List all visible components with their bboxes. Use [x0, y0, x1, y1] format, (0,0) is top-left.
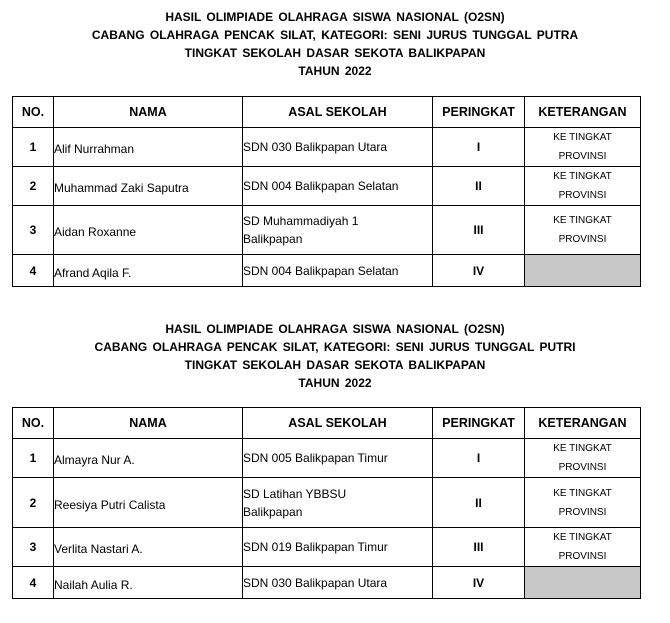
cell-peringkat: IV — [433, 567, 525, 599]
cell-keterangan-empty — [525, 255, 641, 287]
cell-nama — [54, 528, 243, 567]
column-header-keterangan: KETERANGAN — [525, 408, 641, 439]
table-row — [13, 439, 641, 478]
cell-asal-sekolah — [243, 478, 433, 528]
cell-nama — [54, 128, 243, 167]
keterangan-line: PROVINSI — [558, 234, 607, 245]
nama-text: Afrand Aqila F. — [54, 265, 132, 280]
heading-line: CABANG OLAHRAGA PENCAK SILAT, KATEGORI: SENI JURUS TUNGGAL PUTRA — [91, 28, 579, 42]
keterangan-line: KE TINGKAT — [553, 171, 612, 182]
heading-line: CABANG OLAHRAGA PENCAK SILAT, KATEGORI: SENI JURUS TUNGGAL PUTRI — [94, 340, 576, 354]
cell-asal-sekolah: SDN 030 Balikpapan Utara — [243, 567, 433, 599]
column-header-peringkat: PERINGKAT — [433, 408, 525, 439]
column-header-no: NO. — [13, 408, 54, 439]
cell-no: 2 — [13, 167, 54, 206]
results-table-putra — [12, 96, 641, 287]
document-heading — [0, 8, 670, 80]
cell-no: 4 — [13, 255, 54, 287]
cell-no: 1 — [13, 128, 54, 167]
cell-no: 4 — [13, 567, 54, 599]
nama-text: Verlita Nastari A. — [54, 542, 143, 556]
cell-asal-sekolah — [243, 206, 433, 255]
keterangan-line: PROVINSI — [558, 551, 607, 562]
cell-peringkat: I — [433, 128, 525, 167]
cell-nama — [54, 478, 243, 528]
keterangan-line: KE TINGKAT — [553, 487, 612, 499]
table-row — [13, 128, 641, 167]
cell-no: 2 — [13, 478, 54, 528]
cell-keterangan — [525, 439, 641, 478]
table-header-row — [13, 408, 641, 439]
keterangan-line: KE TINGKAT — [553, 532, 612, 543]
cell-no: 1 — [13, 439, 54, 478]
column-header-nama: NAMA — [54, 408, 243, 439]
column-header-nama: NAMA — [54, 97, 243, 128]
heading-line: TAHUN 2022 — [298, 64, 372, 78]
cell-keterangan — [525, 128, 641, 167]
table-row — [13, 478, 641, 528]
column-header-asal-sekolah: ASAL SEKOLAH — [243, 97, 433, 128]
nama-text: Reesiya Putri Calista — [54, 497, 166, 512]
document-heading — [0, 320, 670, 392]
cell-peringkat: II — [433, 478, 525, 528]
cell-asal-sekolah: SDN 005 Balikpapan Timur — [243, 439, 433, 478]
nama-text: Alif Nurrahman — [54, 142, 135, 156]
cell-keterangan-empty — [525, 567, 641, 599]
column-header-peringkat: PERINGKAT — [433, 97, 525, 128]
table-row — [13, 567, 641, 599]
heading-line: HASIL OLIMPIADE OLAHRAGA SISWA NASIONAL (O2SN) — [165, 10, 505, 24]
cell-peringkat: III — [433, 206, 525, 255]
cell-nama — [54, 206, 243, 255]
cell-keterangan — [525, 528, 641, 567]
nama-text: Nailah Aulia R. — [54, 577, 133, 592]
nama-text: Aidan Roxanne — [54, 225, 137, 239]
cell-keterangan — [525, 167, 641, 206]
cell-peringkat: I — [433, 439, 525, 478]
column-header-asal-sekolah: ASAL SEKOLAH — [243, 408, 433, 439]
heading-line: HASIL OLIMPIADE OLAHRAGA SISWA NASIONAL (O2SN) — [165, 322, 505, 336]
cell-no: 3 — [13, 528, 54, 567]
heading-line: TINGKAT SEKOLAH DASAR SEKOTA BALIKPAPAN — [184, 46, 486, 60]
asal-sekolah-line: SD Latihan YBBSU — [243, 486, 347, 501]
cell-nama — [54, 567, 243, 599]
cell-peringkat: III — [433, 528, 525, 567]
cell-nama — [54, 439, 243, 478]
table-row — [13, 167, 641, 206]
heading-line: TINGKAT SEKOLAH DASAR SEKOTA BALIKPAPAN — [184, 358, 486, 372]
cell-asal-sekolah: SDN 004 Balikpapan Selatan — [243, 167, 433, 206]
table-header-row — [13, 97, 641, 128]
nama-text: Muhammad Zaki Saputra — [54, 181, 189, 195]
cell-no: 3 — [13, 206, 54, 255]
keterangan-line: PROVINSI — [558, 190, 607, 201]
heading-line: TAHUN 2022 — [298, 376, 372, 390]
asal-sekolah-line: Balikpapan — [243, 504, 303, 519]
keterangan-line: KE TINGKAT — [553, 443, 612, 454]
table-row — [13, 528, 641, 567]
cell-asal-sekolah: SDN 030 Balikpapan Utara — [243, 128, 433, 167]
cell-nama — [54, 167, 243, 206]
cell-peringkat: IV — [433, 255, 525, 287]
table-row — [13, 206, 641, 255]
column-header-keterangan: KETERANGAN — [525, 97, 641, 128]
cell-asal-sekolah: SDN 004 Balikpapan Selatan — [243, 255, 433, 287]
cell-peringkat: II — [433, 167, 525, 206]
table-row — [13, 255, 641, 287]
keterangan-line: PROVINSI — [558, 151, 607, 162]
cell-keterangan — [525, 478, 641, 528]
keterangan-line: PROVINSI — [558, 506, 607, 518]
cell-asal-sekolah: SDN 019 Balikpapan Timur — [243, 528, 433, 567]
keterangan-line: KE TINGKAT — [553, 215, 612, 226]
asal-sekolah-line: Balikpapan — [243, 232, 303, 246]
keterangan-line: KE TINGKAT — [553, 132, 612, 143]
nama-text: Almayra Nur A. — [54, 453, 135, 467]
results-table-putri — [12, 407, 641, 599]
asal-sekolah-line: SD Muhammadiyah 1 — [243, 214, 359, 228]
cell-keterangan — [525, 206, 641, 255]
cell-nama — [54, 255, 243, 287]
keterangan-line: PROVINSI — [558, 462, 607, 473]
column-header-no: NO. — [13, 97, 54, 128]
